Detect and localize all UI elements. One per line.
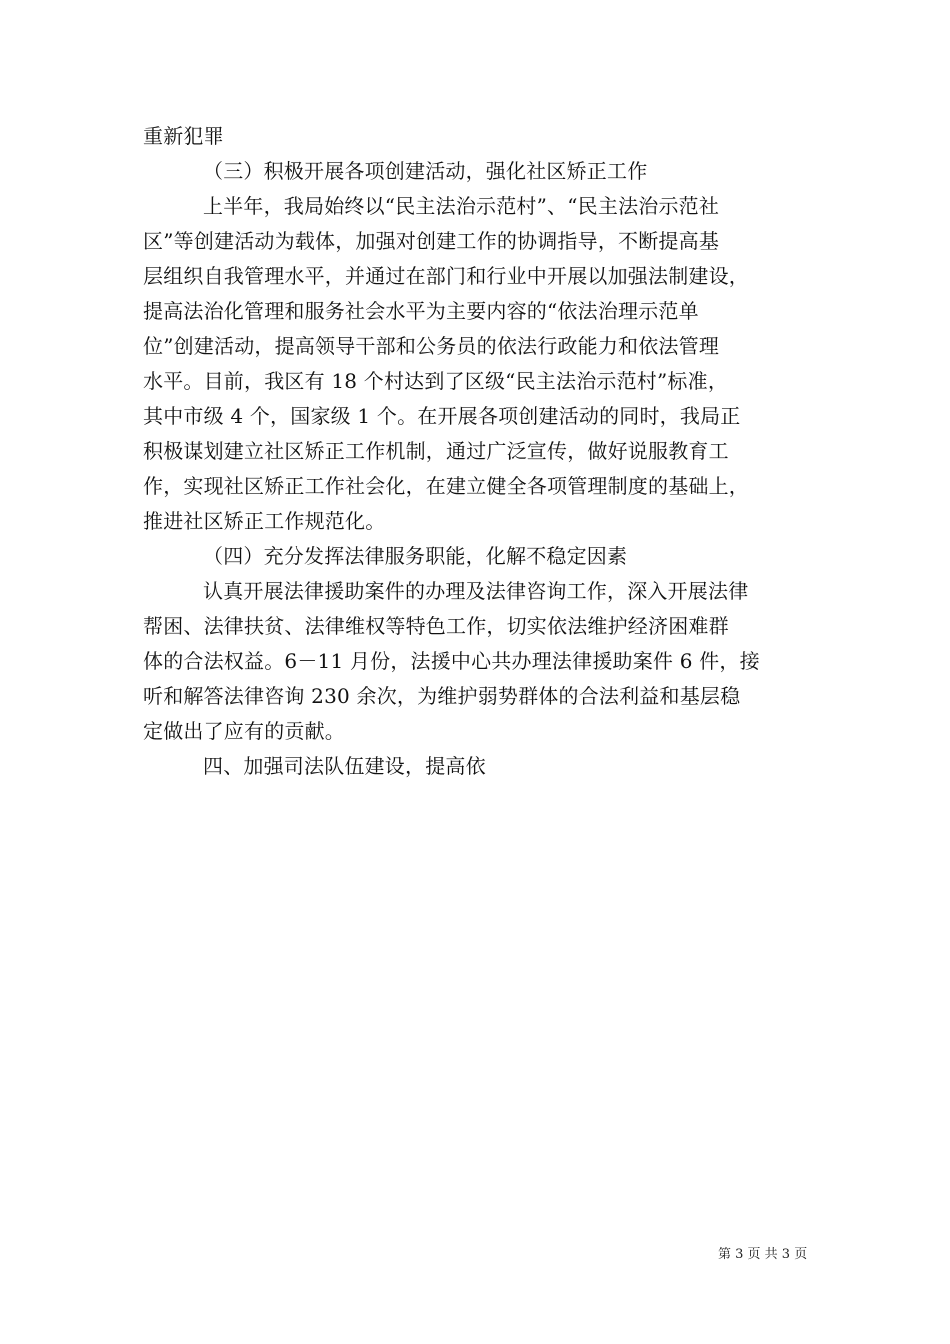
text-line: 区”等创建活动为载体，加强对创建工作的协调指导，不断提高基 bbox=[143, 229, 720, 253]
section-heading-3: （三）积极开展各项创建活动，强化社区矫正工作 bbox=[203, 159, 648, 183]
text-line: 提高法治化管理和服务社会水平为主要内容的“依法治理示范单 bbox=[143, 299, 699, 323]
section-heading-4: （四）充分发挥法律服务职能，化解不稳定因素 bbox=[203, 544, 628, 568]
text-line: 位”创建活动，提高领导干部和公务员的依法行政能力和依法管理 bbox=[143, 334, 720, 358]
text-line: 上半年，我局始终以“民主法治示范村”、“民主法治示范社 bbox=[203, 194, 720, 218]
text-line: 作，实现社区矫正工作社会化，在建立健全各项管理制度的基础上， bbox=[143, 474, 749, 498]
text-line: 认真开展法律援助案件的办理及法律咨询工作，深入开展法律 bbox=[203, 579, 749, 603]
page-number-footer: 第 3 页 共 3 页 bbox=[718, 1247, 808, 1262]
text-line: 其中市级 4 个，国家级 1 个。在开展各项创建活动的同时，我局正 bbox=[143, 404, 741, 428]
text-line: 层组织自我管理水平，并通过在部门和行业中开展以加强法制建设， bbox=[143, 264, 749, 288]
text-line: 体的合法权益。6－11 月份，法援中心共办理法律援助案件 6 件，接 bbox=[143, 649, 760, 673]
text-line: 重新犯罪 bbox=[143, 124, 224, 148]
text-line: 听和解答法律咨询 230 余次，为维护弱势群体的合法利益和基层稳 bbox=[143, 684, 741, 708]
text-line: 积极谋划建立社区矫正工作机制，通过广泛宣传，做好说服教育工 bbox=[143, 439, 729, 463]
text-line: 帮困、法律扶贫、法律维权等特色工作，切实依法维护经济困难群 bbox=[143, 614, 729, 638]
text-line: 定做出了应有的贡献。 bbox=[143, 719, 345, 743]
section-heading-four: 四、加强司法队伍建设，提高依 bbox=[203, 754, 486, 778]
text-line: 水平。目前，我区有 18 个村达到了区级“民主法治示范村”标准， bbox=[143, 369, 729, 393]
text-line: 推进社区矫正工作规范化。 bbox=[143, 509, 386, 533]
document-body bbox=[143, 119, 833, 784]
